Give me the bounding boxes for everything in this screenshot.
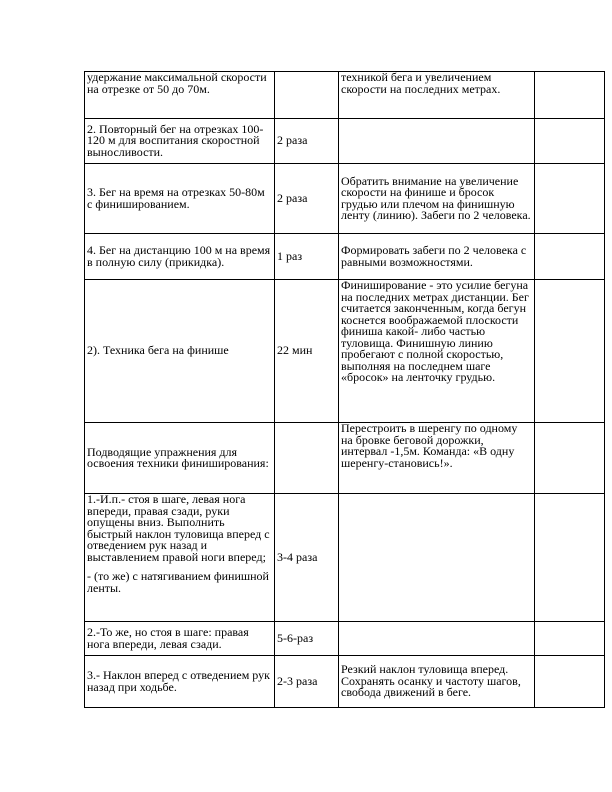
table-row xyxy=(85,656,605,708)
exercise-cell: Подводящие упражнения для освоения техники финиширования: xyxy=(85,423,275,494)
notes-cell xyxy=(339,622,535,656)
dosage-cell xyxy=(275,423,339,494)
dosage-cell: 5-6-раз xyxy=(275,622,339,656)
exercise-cell: 2. Повторный бег на отрезках 100-120 м для воспитания скоростной выносливости. xyxy=(85,119,275,164)
exercise-variation-text: - (то же) с натягиванием финишной ленты. xyxy=(87,569,269,595)
notes-cell xyxy=(339,119,535,164)
dosage-cell: 2-3 раза xyxy=(275,656,339,708)
empty-cell xyxy=(535,164,605,234)
exercise-cell: 4. Бег на дистанцию 100 м на время в полную силу (прикидка). xyxy=(85,234,275,280)
exercise-cell: 2). Техника бега на финише xyxy=(85,280,275,423)
notes-cell xyxy=(339,494,535,622)
notes-cell: Перестроить в шеренгу по одному на бровке беговой дорожки, интервал -1,5м. Команда: «В одну шеренгу-становись!». xyxy=(339,423,535,494)
table-row xyxy=(85,119,605,164)
dosage-cell: 2 раза xyxy=(275,164,339,234)
exercise-table xyxy=(84,71,605,708)
dosage-cell: 3-4 раза xyxy=(275,494,339,622)
notes-cell: Обратить внимание на увеличение скорости на финише и бросок грудью или плечом на финишную ленту (линию). Забеги по 2 человека. xyxy=(339,164,535,234)
exercise-text: 1.-И.п.- стоя в шаге, левая нога впереди, правая сзади, руки опущены вниз. Выполнить быстрый наклон туловища вперед с отведением рук назад и выставлением правой ноги вперед; xyxy=(87,493,270,564)
exercise-cell: удержание максимальной скорости на отрезке от 50 до 70м. xyxy=(85,72,275,119)
notes-cell: Формировать забеги по 2 человека с равными возможностями. xyxy=(339,234,535,280)
table-row xyxy=(85,72,605,119)
dosage-cell: 22 мин xyxy=(275,280,339,423)
exercise-cell: 3. Бег на время на отрезках 50-80м с финишированием. xyxy=(85,164,275,234)
table-row xyxy=(85,622,605,656)
table-row xyxy=(85,234,605,280)
exercise-cell: 2.-То же, но стоя в шаге: правая нога впереди, левая сзади. xyxy=(85,622,275,656)
empty-cell xyxy=(535,494,605,622)
notes-cell: техникой бега и увеличением скорости на последних метрах. xyxy=(339,72,535,119)
exercise-cell xyxy=(85,494,275,622)
table-row xyxy=(85,164,605,234)
empty-cell xyxy=(535,622,605,656)
table-row xyxy=(85,494,605,622)
empty-cell xyxy=(535,119,605,164)
empty-cell xyxy=(535,234,605,280)
exercise-cell: 3.- Наклон вперед с отведением рук назад при ходьбе. xyxy=(85,656,275,708)
empty-cell xyxy=(535,280,605,423)
empty-cell xyxy=(535,423,605,494)
empty-cell xyxy=(535,72,605,119)
dosage-cell: 1 раз xyxy=(275,234,339,280)
notes-cell: Резкий наклон туловища вперед. Сохранять осанку и частоту шагов, свобода движений в беге. xyxy=(339,656,535,708)
dosage-cell: 2 раза xyxy=(275,119,339,164)
table-row xyxy=(85,423,605,494)
empty-cell xyxy=(535,656,605,708)
notes-cell: Финиширование - это усилие бегуна на последних метрах дистанции. Бег считается законченным, когда бегун коснется воображаемой плоскости финиша какой- либо частью туловища. Финишную линию пробегают с полной скоростью, выполняя на последнем шаге «бросок» на ленточку грудью. xyxy=(339,280,535,423)
table-row xyxy=(85,280,605,423)
dosage-cell xyxy=(275,72,339,119)
